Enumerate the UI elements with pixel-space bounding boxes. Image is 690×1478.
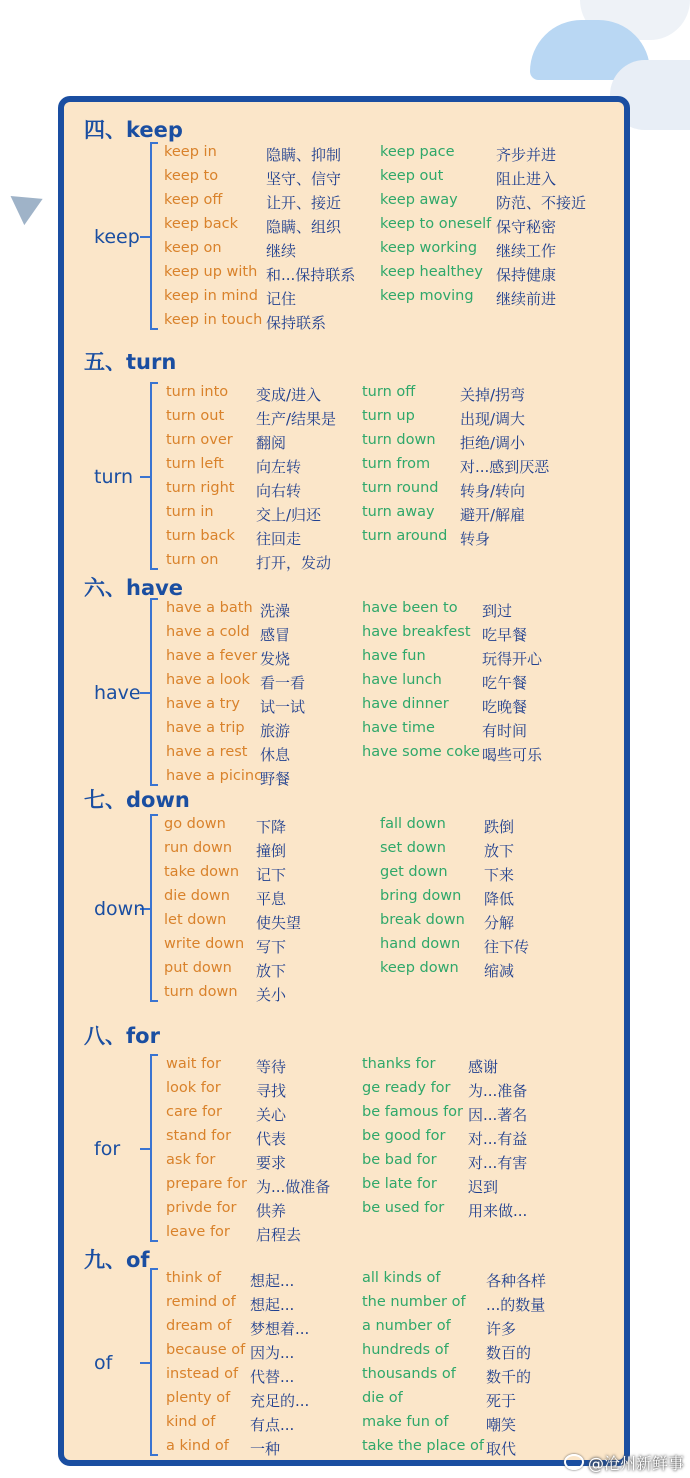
phrase-chinese: 坚守、信守	[266, 170, 342, 188]
phrase-english: the number of	[362, 1294, 466, 1310]
phrase-english: have a rest	[166, 744, 248, 760]
section-title: 六、have	[84, 576, 184, 600]
phrase-english: kind of	[166, 1414, 216, 1430]
phrase-english: let down	[164, 912, 227, 928]
phrase-english: ask for	[166, 1152, 216, 1168]
phrase-english: be good for	[362, 1128, 446, 1144]
section-bracket	[150, 814, 162, 1002]
phrase-chinese: 齐步并进	[496, 146, 557, 164]
section-title: 七、down	[84, 788, 190, 812]
phrase-english: put down	[164, 960, 232, 976]
phrase-chinese: 迟到	[468, 1178, 499, 1196]
phrase-chinese: 感冒	[260, 626, 291, 644]
section-title: 八、for	[84, 1024, 160, 1048]
phrase-english: have dinner	[362, 696, 449, 712]
phrase-english: turn away	[362, 504, 435, 520]
phrase-chinese: 数百的	[486, 1344, 532, 1362]
phrase-chinese: 有时间	[482, 722, 528, 740]
phrase-english: turn around	[362, 528, 448, 544]
section-bracket	[150, 598, 162, 786]
phrase-chinese: 为...准备	[468, 1082, 528, 1100]
section-keyword: have	[94, 682, 141, 704]
phrase-english: run down	[164, 840, 233, 856]
bracket-tick	[140, 692, 150, 694]
phrase-english: turn down	[362, 432, 436, 448]
phrase-english: set down	[380, 840, 446, 856]
phrase-english: care for	[166, 1104, 222, 1120]
phrase-english: stand for	[166, 1128, 232, 1144]
phrase-chinese: 启程去	[256, 1226, 302, 1244]
phrase-english: turn up	[362, 408, 415, 424]
phrase-english: a kind of	[166, 1438, 229, 1454]
phrase-chinese: 寻找	[256, 1082, 287, 1100]
phrase-english: keep out	[380, 168, 444, 184]
phrase-chinese: 嘲笑	[486, 1416, 517, 1434]
phrase-chinese: 旅游	[260, 722, 291, 740]
phrase-chinese: 野餐	[260, 770, 291, 788]
phrase-english: keep to oneself	[380, 216, 492, 232]
phrase-chinese: 防范、不接近	[496, 194, 587, 212]
phrase-english: have time	[362, 720, 435, 736]
phrase-english: have a bath	[166, 600, 253, 616]
section-bracket	[150, 142, 162, 330]
phrase-chinese: 为...做准备	[256, 1178, 331, 1196]
phrase-english: a number of	[362, 1318, 451, 1334]
watermark-text: @沧州新鲜事	[587, 1454, 684, 1473]
phrase-chinese: 分解	[484, 914, 515, 932]
phrase-chinese: 放下	[256, 962, 287, 980]
phrase-chinese: 记住	[266, 290, 297, 308]
bracket-tick	[140, 236, 150, 238]
phrase-chinese: 代表	[256, 1130, 287, 1148]
phrase-english: keep off	[164, 192, 223, 208]
phrase-chinese: 关心	[256, 1106, 287, 1124]
section-title: 五、turn	[84, 350, 177, 374]
phrase-english: keep healthey	[380, 264, 483, 280]
phrase-english: keep moving	[380, 288, 474, 304]
watermark	[564, 1451, 684, 1474]
phrase-chinese: 交上/归还	[256, 506, 322, 524]
phrase-english: turn round	[362, 480, 439, 496]
weibo-icon	[564, 1454, 584, 1470]
phrase-english: turn on	[166, 552, 219, 568]
phrase-english: because of	[166, 1342, 246, 1358]
phrase-chinese: 各种各样	[486, 1272, 547, 1290]
phrase-english: have lunch	[362, 672, 442, 688]
phrase-chinese: 吃早餐	[482, 626, 528, 644]
phrase-english: be late for	[362, 1176, 437, 1192]
phrase-chinese: 往下传	[484, 938, 530, 956]
phrase-chinese: 避开/解雇	[460, 506, 526, 524]
phrase-english: turn in	[166, 504, 214, 520]
bracket-tick	[140, 476, 150, 478]
phrase-english: have a look	[166, 672, 250, 688]
phrase-chinese: 跌倒	[484, 818, 515, 836]
phrase-english: have fun	[362, 648, 426, 664]
phrase-chinese: 转身/转向	[460, 482, 526, 500]
phrase-chinese: 打开，发动	[256, 554, 332, 572]
phrase-english: take the place of	[362, 1438, 484, 1454]
phrase-chinese: 吃晚餐	[482, 698, 528, 716]
section-title: 九、of	[84, 1248, 150, 1272]
phrase-chinese: 休息	[260, 746, 291, 764]
phrase-english: look for	[166, 1080, 221, 1096]
phrase-chinese: 数千的	[486, 1368, 532, 1386]
phrase-chinese: 出现/调大	[460, 410, 526, 428]
paper-plane-icon	[1, 183, 42, 225]
phrase-english: keep in	[164, 144, 217, 160]
phrase-english: go down	[164, 816, 226, 832]
phrase-english: thanks for	[362, 1056, 436, 1072]
phrase-chinese: 继续	[266, 242, 297, 260]
phrase-english: turn left	[166, 456, 224, 472]
section-title: 四、keep	[84, 118, 183, 142]
phrase-chinese: 向右转	[256, 482, 302, 500]
phrase-english: instead of	[166, 1366, 239, 1382]
bracket-tick	[140, 1362, 150, 1364]
phrase-english: die of	[362, 1390, 403, 1406]
phrase-chinese: 有点...	[250, 1416, 295, 1434]
phrase-english: turn from	[362, 456, 431, 472]
phrase-english: write down	[164, 936, 245, 952]
phrase-english: ge ready for	[362, 1080, 451, 1096]
phrase-chinese: 看一看	[260, 674, 306, 692]
phrase-chinese: 供养	[256, 1202, 287, 1220]
phrase-chinese: 因...著名	[468, 1106, 528, 1124]
phrase-english: fall down	[380, 816, 446, 832]
phrase-english: take down	[164, 864, 240, 880]
phrase-english: hand down	[380, 936, 461, 952]
phrase-chinese: 对...感到厌恶	[460, 458, 550, 476]
phrase-english: keep down	[380, 960, 459, 976]
section-bracket	[150, 1054, 162, 1242]
phrase-chinese: 死于	[486, 1392, 517, 1410]
phrase-english: turn down	[164, 984, 238, 1000]
phrase-chinese: 继续工作	[496, 242, 557, 260]
section-bracket	[150, 1268, 162, 1456]
phrase-chinese: 缩减	[484, 962, 515, 980]
phrase-chinese: 降低	[484, 890, 515, 908]
phrase-chinese: 洗澡	[260, 602, 291, 620]
phrase-chinese: 等待	[256, 1058, 287, 1076]
phrase-english: keep working	[380, 240, 478, 256]
phrase-english: turn into	[166, 384, 229, 400]
vocabulary-card	[58, 96, 630, 1466]
phrase-chinese: 和...保持联系	[266, 266, 356, 284]
phrase-english: have a fever	[166, 648, 258, 664]
phrase-chinese: 让开、接近	[266, 194, 342, 212]
phrase-english: keep in touch	[164, 312, 263, 328]
phrase-english: plenty of	[166, 1390, 231, 1406]
phrase-chinese: 生产/结果是	[256, 410, 337, 428]
phrase-english: break down	[380, 912, 465, 928]
phrase-chinese: 平息	[256, 890, 287, 908]
phrase-english: wait for	[166, 1056, 222, 1072]
phrase-chinese: 隐瞒、组织	[266, 218, 342, 236]
phrase-chinese: 翻阅	[256, 434, 287, 452]
phrase-chinese: 发烧	[260, 650, 291, 668]
section-keyword: for	[94, 1138, 121, 1160]
phrase-english: turn over	[166, 432, 233, 448]
phrase-chinese: 使失望	[256, 914, 302, 932]
phrase-english: leave for	[166, 1224, 230, 1240]
phrase-english: dream of	[166, 1318, 232, 1334]
phrase-chinese: 放下	[484, 842, 515, 860]
phrase-chinese: 充足的...	[250, 1392, 310, 1410]
phrase-english: have a trip	[166, 720, 245, 736]
phrase-english: remind of	[166, 1294, 236, 1310]
phrase-chinese: 变成/进入	[256, 386, 322, 404]
phrase-chinese: 往回走	[256, 530, 302, 548]
phrase-chinese: ...的数量	[486, 1296, 546, 1314]
phrase-chinese: 因为...	[250, 1344, 295, 1362]
phrase-chinese: 用来做...	[468, 1202, 528, 1220]
phrase-chinese: 对...有害	[468, 1154, 528, 1172]
section-keyword: of	[94, 1352, 113, 1374]
phrase-chinese: 要求	[256, 1154, 287, 1172]
phrase-chinese: 保守秘密	[496, 218, 557, 236]
phrase-chinese: 许多	[486, 1320, 517, 1338]
phrase-chinese: 转身	[460, 530, 491, 548]
phrase-english: turn right	[166, 480, 235, 496]
phrase-chinese: 感谢	[468, 1058, 499, 1076]
phrase-chinese: 关掉/拐弯	[460, 386, 526, 404]
phrase-chinese: 继续前进	[496, 290, 557, 308]
phrase-english: keep on	[164, 240, 222, 256]
phrase-english: keep to	[164, 168, 219, 184]
phrase-english: turn out	[166, 408, 225, 424]
phrase-english: thousands of	[362, 1366, 456, 1382]
phrase-chinese: 对...有益	[468, 1130, 528, 1148]
phrase-chinese: 取代	[486, 1440, 517, 1458]
phrase-chinese: 关小	[256, 986, 287, 1004]
phrase-english: keep pace	[380, 144, 455, 160]
section-bracket	[150, 382, 162, 570]
phrase-english: make fun of	[362, 1414, 449, 1430]
section-keyword: down	[94, 898, 146, 920]
phrase-english: bring down	[380, 888, 462, 904]
phrase-english: get down	[380, 864, 448, 880]
phrase-chinese: 隐瞒、抑制	[266, 146, 342, 164]
bracket-tick	[140, 1148, 150, 1150]
phrase-english: keep up with	[164, 264, 258, 280]
phrase-chinese: 拒绝/调小	[460, 434, 526, 452]
phrase-chinese: 撞倒	[256, 842, 287, 860]
phrase-english: have a try	[166, 696, 240, 712]
phrase-english: have a cold	[166, 624, 250, 640]
phrase-chinese: 一种	[250, 1440, 281, 1458]
phrase-english: have a picinc	[166, 768, 263, 784]
phrase-chinese: 想起...	[250, 1272, 295, 1290]
phrase-english: have breakfest	[362, 624, 471, 640]
phrase-english: prepare for	[166, 1176, 247, 1192]
phrase-chinese: 下来	[484, 866, 515, 884]
phrase-english: hundreds of	[362, 1342, 449, 1358]
phrase-english: turn back	[166, 528, 235, 544]
phrase-english: be bad for	[362, 1152, 437, 1168]
phrase-english: all kinds of	[362, 1270, 441, 1286]
phrase-english: keep away	[380, 192, 458, 208]
phrase-chinese: 想起...	[250, 1296, 295, 1314]
phrase-chinese: 阻止进入	[496, 170, 557, 188]
phrase-chinese: 下降	[256, 818, 287, 836]
phrase-chinese: 保持健康	[496, 266, 557, 284]
phrase-english: turn off	[362, 384, 416, 400]
phrase-english: be famous for	[362, 1104, 464, 1120]
phrase-chinese: 梦想着...	[250, 1320, 310, 1338]
phrase-chinese: 到过	[482, 602, 513, 620]
phrase-chinese: 保持联系	[266, 314, 327, 332]
phrase-chinese: 试一试	[260, 698, 306, 716]
phrase-chinese: 玩得开心	[482, 650, 543, 668]
section-keyword: keep	[94, 226, 140, 248]
phrase-english: have been to	[362, 600, 458, 616]
phrase-chinese: 写下	[256, 938, 287, 956]
phrase-english: think of	[166, 1270, 222, 1286]
phrase-chinese: 向左转	[256, 458, 302, 476]
phrase-english: die down	[164, 888, 230, 904]
phrase-chinese: 喝些可乐	[482, 746, 543, 764]
phrase-chinese: 代替...	[250, 1368, 295, 1386]
phrase-english: keep back	[164, 216, 238, 232]
phrase-english: keep in mind	[164, 288, 258, 304]
phrase-english: have some coke	[362, 744, 480, 760]
phrase-english: privde for	[166, 1200, 237, 1216]
phrase-chinese: 记下	[256, 866, 287, 884]
section-keyword: turn	[94, 466, 134, 488]
phrase-chinese: 吃午餐	[482, 674, 528, 692]
phrase-english: be used for	[362, 1200, 445, 1216]
